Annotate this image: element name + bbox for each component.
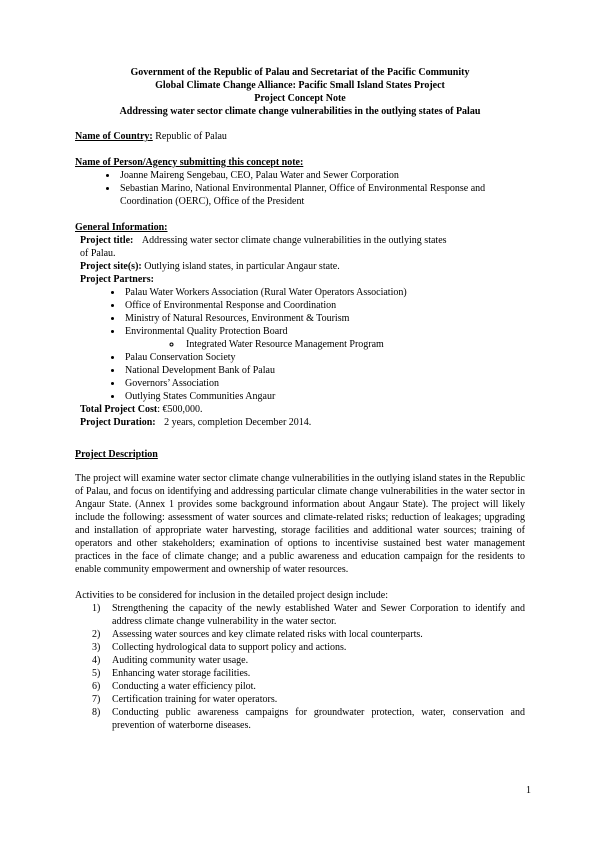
- activity-item: Strengthening the capacity of the newly established Water and Sewer Corporation to identify and address climate change vulnerability in the water sector.: [112, 603, 525, 627]
- project-description-section: [75, 448, 525, 732]
- partner-item: • National Development Bank of Palau: [123, 364, 525, 377]
- project-title-value-continued: of Palau.: [80, 248, 116, 259]
- project-partners-list: [80, 286, 525, 403]
- partner-item: • Palau Water Workers Association (Rural Water Operators Association): [123, 286, 525, 299]
- country-value: Republic of Palau: [155, 131, 227, 142]
- submitter-item: • Joanne Maireng Sengebau, CEO, Palau Water and Sewer Corporation: [118, 169, 525, 182]
- activity-item: Collecting hydrological data to support policy and actions.: [112, 642, 347, 653]
- activity-item: Certification training for water operators.: [112, 694, 278, 705]
- general-info-section: [75, 221, 525, 429]
- activity-item: Conducting public awareness campaigns for groundwater protection, water, conservation and prevention of waterborne diseases.: [112, 707, 525, 731]
- duration-value: 2 years, completion December 2014.: [164, 417, 312, 428]
- submitters-list: [75, 169, 525, 208]
- partner-item: • Outlying States Communities Angaur: [123, 390, 525, 403]
- header-line-project-title: Addressing water sector climate change vulnerabilities in the outlying states of Palau: [119, 106, 481, 117]
- activity-item: Conducting a water efficiency pilot.: [112, 681, 256, 692]
- partner-item: [123, 325, 525, 351]
- submitter-item: • Sebastian Marino, National Environmental Planner, Office of Environmental Response and Coordination (OERC), Office of the President: [118, 182, 525, 208]
- general-info-heading: General Information:: [75, 222, 168, 233]
- total-cost-label: Total Project Cost: [80, 404, 158, 415]
- general-info-body: [80, 234, 525, 429]
- submitters-heading: Name of Person/Agency submitting this concept note:: [75, 157, 304, 168]
- activity-item: Enhancing water storage facilities.: [112, 668, 251, 679]
- project-site-line: [80, 260, 525, 273]
- project-site-value: Outlying island states, in particular Angaur state.: [144, 261, 340, 272]
- partner-sub-list: [125, 338, 525, 351]
- total-cost-line: [80, 403, 525, 416]
- total-cost-value: : €500,000.: [157, 404, 203, 415]
- project-title-line: [80, 234, 525, 260]
- project-partners-label: Project Partners:: [80, 274, 154, 285]
- partner-item: • Office of Environmental Response and Coordination: [123, 299, 525, 312]
- project-title-value: Addressing water sector climate change vulnerabilities in the outlying states: [141, 235, 447, 246]
- doc-header: [75, 66, 525, 118]
- project-description-heading: Project Description: [75, 449, 158, 460]
- activities-intro: Activities to be considered for inclusion in the detailed project design include:: [75, 590, 388, 601]
- activities-list: [75, 602, 525, 732]
- project-title-label: Project title:: [80, 235, 134, 246]
- duration-label: Project Duration:: [80, 417, 156, 428]
- submitters-section: [75, 156, 525, 208]
- header-line-concept-note: Project Concept Note: [254, 93, 346, 104]
- activity-item: Assessing water sources and key climate related risks with local counterparts.: [112, 629, 423, 640]
- partner-item: • Palau Conservation Society: [123, 351, 525, 364]
- header-line-government: Government of the Republic of Palau and Secretariat of the Pacific Community: [130, 67, 470, 78]
- partner-sub-item: ◦ Integrated Water Resource Management Program: [182, 338, 525, 351]
- country-label: Name of Country:: [75, 131, 153, 142]
- header-line-alliance: Global Climate Change Alliance: Pacific Small Island States Project: [155, 80, 445, 91]
- partner-item: • Ministry of Natural Resources, Environment & Tourism: [123, 312, 525, 325]
- project-site-label: Project site(s):: [80, 261, 142, 272]
- project-description-paragraph: The project will examine water sector climate change vulnerabilities in the outlying island states in the Republic of Palau, and focus on identifying and addressing particular climate change vulnerabilities in the water sector in Angaur State. (Annex 1 provides some background information about Angaur State). The project will likely include the following: assessment of water sources and climate-related risks; reduction of leakages; upgrading and installation of appropriate water harvesting, storage facilities and additional water sources; training of operators and other stakeholders; examination of options to incentivise sustained best water management practices in the face of climate change; and a public awareness and education campaign for the residents to enable community empowerment and ownership of water resources.: [75, 473, 525, 575]
- activity-item: Auditing community water usage.: [112, 655, 249, 666]
- partner-item: • Governors’ Association: [123, 377, 525, 390]
- partner-item-label: Environmental Quality Protection Board: [125, 326, 288, 337]
- country-line: [75, 130, 525, 143]
- page-number: 1: [526, 785, 531, 796]
- duration-line: [80, 416, 525, 429]
